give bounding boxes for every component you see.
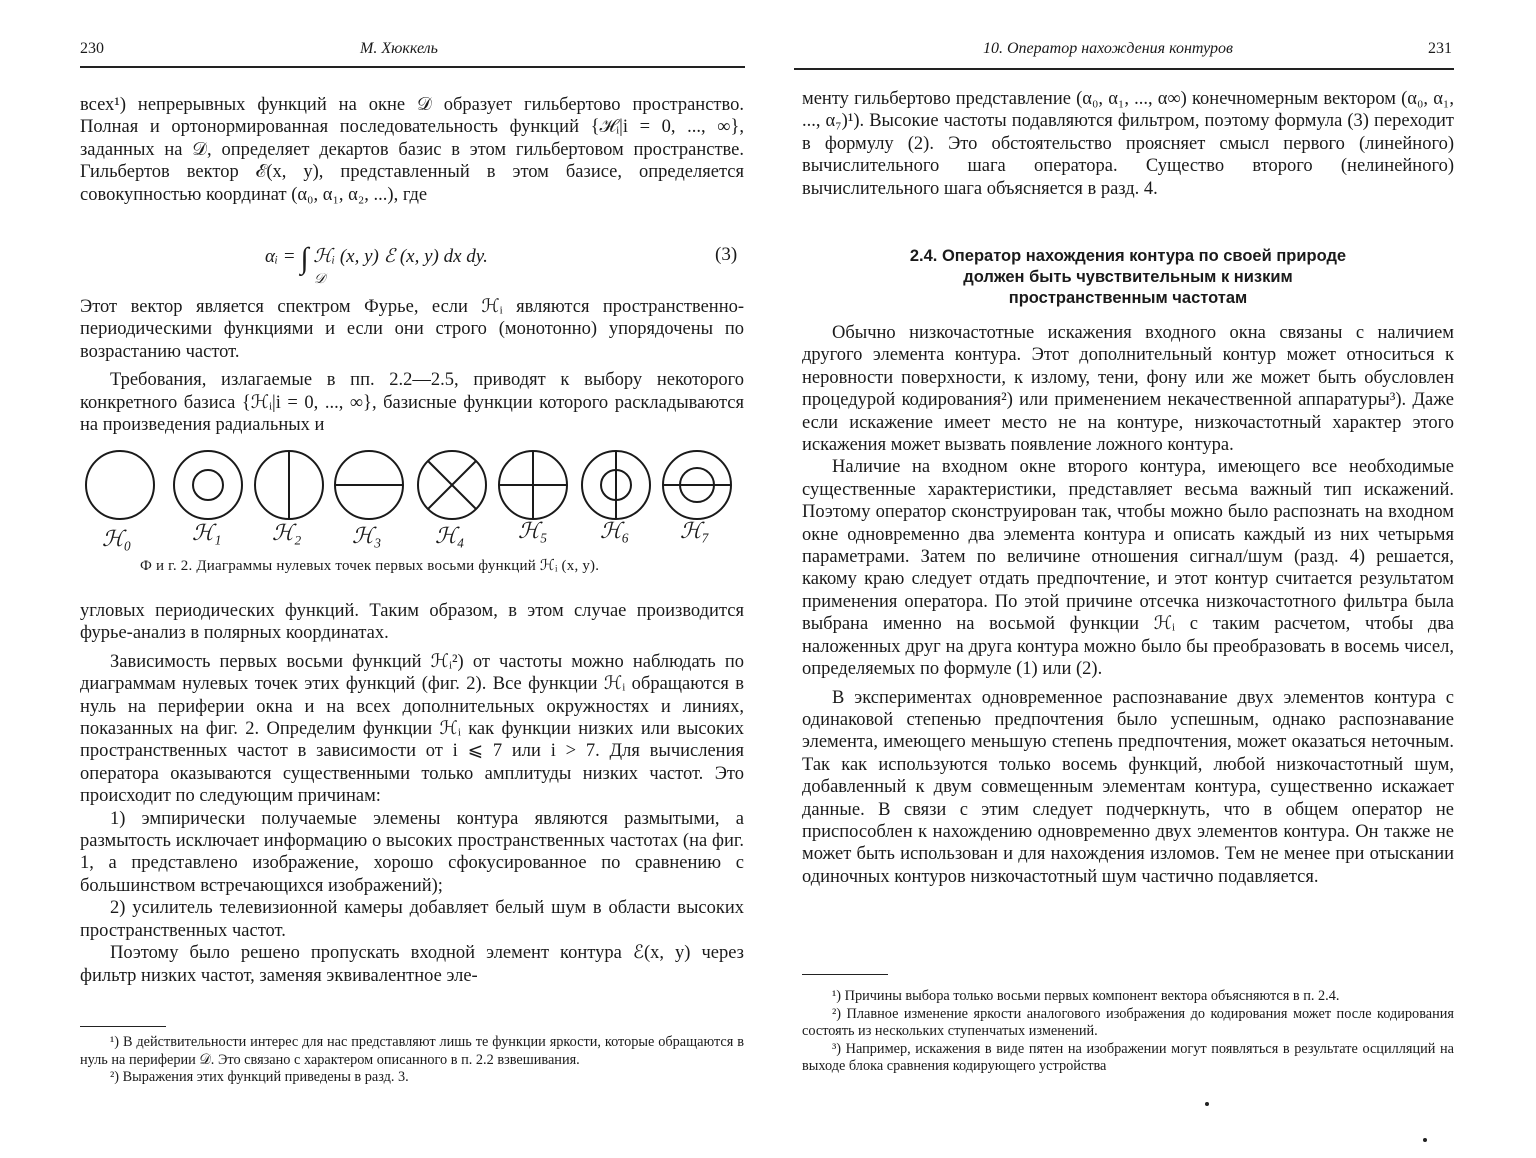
diagram-h5 (499, 451, 567, 519)
figure-label: ℋ₆ (600, 518, 630, 543)
figure-label: ℋ₁ (192, 520, 222, 545)
paragraph: Обычно низкочастотные искажения входного окна связаны с наличием другого элемента контура. Этот дополнительный контур может относиться к неровности поверхности, к излому, тени, фону или же может быть обусловлен процедурой кодирования²) или применением некачественной аппаратуры³). Даже если искажение имеет место не на контуре, низкочастотный характер этого искажения может вызвать появление ложного контура. (802, 323, 1454, 456)
integral-domain: 𝒟 (314, 272, 326, 287)
print-speck (1205, 1102, 1209, 1106)
footnote-rule (802, 974, 888, 975)
diagram-h3 (335, 451, 403, 519)
page-number: 230 (80, 40, 104, 57)
formula-number: (3) (715, 244, 738, 265)
footnote: ¹) Причины выбора только восьми первых компонент вектора объясняются в п. 2.4. (832, 988, 1340, 1004)
print-speck (1423, 1138, 1427, 1142)
body-text-mid (80, 296, 744, 436)
figure-caption: Ф и г. 2. Диаграммы нулевых точек первых восьми функций ℋᵢ (x, y). (140, 558, 600, 574)
diagram-h1 (174, 451, 242, 519)
figure-label: ℋ₇ (680, 518, 710, 543)
paragraph: всех¹) непрерывных функций на окне 𝒟 образует гильбертово пространство. Полная и ортонормированная последовательность функций {ℋᵢ|i = 0, ..., ∞}, заданных на 𝒟, определяет декартов базис в этом гильбертовом пространстве. Гильбертов вектор ℰ(x, y), представленный в этом базисе, определяется совокупностью координат (α₀, α₁, α₂, ...), где (80, 95, 744, 205)
diagram-h7 (663, 451, 731, 519)
running-head: 10. Оператор нахождения контуров (983, 40, 1233, 57)
diagram-h6 (582, 451, 650, 519)
running-head: М. Хюккель (360, 40, 438, 57)
paragraph: Поэтому было решено пропускать входной элемент контура ℰ(x, y) через фильтр низких частот, заменяя эквивалентное эле- (80, 943, 744, 986)
body-text-bottom (80, 600, 744, 987)
figure-label: ℋ₅ (518, 518, 548, 543)
page-number: 231 (1428, 40, 1452, 57)
list-item: 1) эмпирически получаемые элемены контура являются размытыми, а размытость исключает информацию о высоких пространственных частотах (на фиг. 1, a представлено изображение, хорошо сфокусированное по сравнению с большинством встречающихся изображений); (80, 808, 744, 896)
diagram-h0-circle (86, 451, 154, 519)
formula-rhs: ℋᵢ (x, y) ℰ (x, y) dx dy. (313, 246, 488, 267)
body-text-main (802, 322, 1454, 888)
right-page (768, 0, 1536, 1158)
paragraph: Этот вектор является спектром Фурье, если ℋᵢ являются пространственно-периодическими функциями и если они строго (монотонно) упорядочены по возрастанию частот. (80, 297, 744, 362)
paragraph: угловых периодических функций. Таким образом, в этом случае производится фурье-анализ в полярных координатах. (80, 601, 744, 644)
footnotes (80, 1034, 744, 1087)
footnote: ³) Например, искажения в виде пятен на изображении могут появляться в результате осцилляций на выходе блока сравнения кодирующего устройства (802, 1040, 1454, 1074)
heading-line: 2.4. Оператор нахождения контура по своей природе (909, 247, 1347, 265)
formula-lhs: αᵢ = (265, 246, 296, 267)
figure-label: ℋ₃ (352, 523, 382, 548)
formula-3 (265, 242, 488, 276)
paragraph: В экспериментах одновременное распознавание двух элементов контура с одинаковой степенью предпочтения было успешным, однако распознавание элемента, имеющего меньшую степень предпочтения, может оказаться неточным. Так как используются только восемь функций, любой низкочастотный шум, добавленный к двум совмещенным элементам контура, существенно искажает данные. В связи с этим следует подчеркнуть, что в общем оператор не приспособлен к нахождению одновременно двух элементов контура. Он также не может быть использован и для нахождения изломов. Тем не менее при отыскании одиночных контуров низкочастотный шум частично подавляется. (802, 687, 1454, 887)
heading-line: пространственным частотам (1008, 289, 1248, 307)
integral-sign: ∫ (300, 242, 309, 275)
header-rule (80, 66, 745, 68)
section-heading-2-4 (802, 246, 1454, 309)
footnote: ²) Плавное изменение яркости аналогового изображения до кодирования может после кодирования состоять из нескольких ступенчатых изменений. (802, 1005, 1454, 1039)
footnotes (802, 988, 1454, 1076)
diagram-h2 (255, 451, 323, 519)
paragraph: менту гильбертово представление (α₀, α₁, ..., α∞) конечномерным вектором (α₀, α₁, ..., α₇)¹). Высокие частоты подавляются фильтром, поэтому формула (3) переходит в формулу (2). Это обстоятельство проясняет смысл первого (линейного) вычислительного шага оператора. Существо второго (нелинейного) вычислительного шага объясняется в разд. 4. (802, 89, 1454, 199)
figure-label: ℋ₄ (435, 523, 465, 548)
figure-label: ℋ₂ (272, 520, 302, 545)
footnote: ²) Выражения этих функций приведены в разд. 3. (110, 1069, 409, 1085)
heading-line: должен быть чувствительным к низким (963, 268, 1293, 286)
figure-label: ℋ₀ (102, 526, 132, 551)
figure-2 (80, 446, 740, 556)
body-text-top (80, 94, 744, 206)
list-item: 2) усилитель телевизионной камеры добавляет белый шум в области высоких пространственных частот. (80, 898, 744, 941)
paragraph: Наличие на входном окне второго контура, имеющего все необходимые существенные характеристики, представляет весьма важный тип искажений. Поэтому оператор сконструирован так, чтобы можно было распознать на входном окне одновременно два элемента контура и описать каждый из них четырьмя параметрами. Затем по величине отношения сигнал/шум (разд. 4) решается, какому краю следует отдать предпочтение, и этот контур считается результатом применения оператора. По этой причине отсечка низкочастотного фильтра была выбрана именно на восьмой функции ℋᵢ с таким расчетом, чтобы два наложенных друг на друга контура можно было бы преобразовать в восемь чисел, определяемых по формуле (1) или (2). (802, 457, 1454, 680)
footnote: ¹) В действительности интерес для нас представляют лишь те функции яркости, которые обращаются в нуль на периферии 𝒟. Это связано с характером описанного в п. 2.2 взвешивания. (80, 1034, 744, 1068)
paragraph: Зависимость первых восьми функций ℋᵢ²) от частоты можно наблюдать по диаграммам нулевых точек этих функций (фиг. 2). Все функции ℋᵢ обращаются в нуль на периферии окна и на всех дополнительных окружностях и линиях, показанных на фиг. 2. Определим функции ℋᵢ как функции низких или высоких пространственных частот в зависимости от i ⩽ 7 или i > 7. Для вычисления оператора оказываются существенными только амплитуды низких частот. Это происходит по следующим причинам: (80, 651, 744, 807)
header-rule (794, 68, 1454, 70)
paragraph: Требования, излагаемые в пп. 2.2—2.5, приводят к выбору некоторого конкретного базиса {ℋᵢ|i = 0, ..., ∞}, базисные функции которого раскладываются на произведения радиальных и (80, 370, 744, 436)
footnote-rule (80, 1026, 166, 1027)
diagram-h4 (418, 451, 486, 519)
body-text-top (802, 88, 1454, 200)
